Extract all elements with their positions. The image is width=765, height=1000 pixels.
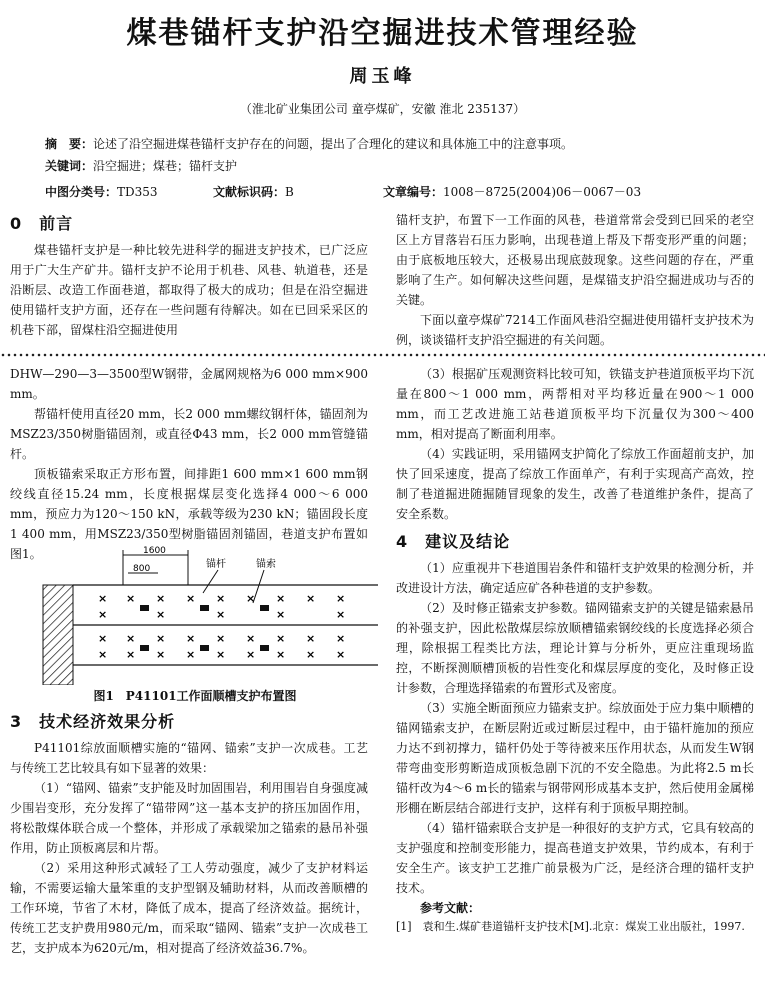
- article-number: 文章编号：1008－8725(2004)06－0067－03: [383, 185, 642, 199]
- svg-text:×: ×: [98, 592, 108, 605]
- abstract: [45, 134, 725, 154]
- svg-text:×: ×: [336, 632, 346, 645]
- analysis-point-4: （4）实践证明，采用锚网支护简化了综放工作面超前支护，加快了回采速度，提高了综放工作面单产，有利于实现高产高效，控制了巷道掘进随掘随冒现象的发生，改善了巷道维护条件，提高了安全系数。: [396, 447, 754, 521]
- abstract-text: 论述了沿空掘进煤巷锚杆支护存在的问题，提出了合理化的建议和具体施工中的注意事项。: [93, 137, 574, 151]
- svg-text:×: ×: [306, 648, 316, 661]
- conclusion-point-2: （2）及时修正锚索支护参数。锚网锚索支护的关键是锚索悬吊的补强支护，因此松散煤层综放顺槽锚索钢绞线的长度选择必须合理，除根据工程类比方法，理论计算与分析外，更应注重现场监控，不断探测顺槽顶板的岩性变化和煤层厚度的变化，及时修正设计参数，合理选择锚索的布置形式及密度。: [396, 601, 754, 695]
- svg-text:×: ×: [126, 648, 136, 661]
- svg-text:×: ×: [216, 608, 226, 621]
- svg-text:×: ×: [216, 632, 226, 645]
- intro-paragraph: 煤巷锚杆支护是一种比较先进科学的掘进支护技术，已广泛应用于广大生产矿井。锚杆支护不论用于机巷、风巷、轨道巷，还是沿断层、改造工作面巷道，都取得了极大的成功；但是在沿空掘进使用锚杆支护方面，还存在一些问题有待解决。如在已回采采区的机巷下部，留煤柱沿空掘进使用: [10, 243, 368, 337]
- svg-text:×: ×: [336, 648, 346, 661]
- figure-label-cable: 锚索: [256, 559, 276, 570]
- keywords-label: 关键词：: [45, 159, 94, 173]
- intro-paragraph-2: 下面以童亭煤矿7214工作面风巷沿空掘进使用锚杆支护技术为例，谈谈锚杆支护沿空掘进的有关问题。: [396, 313, 754, 347]
- svg-text:×: ×: [306, 632, 316, 645]
- support-layout-figure: [28, 545, 378, 685]
- intro-right-column: [396, 210, 754, 350]
- svg-text:×: ×: [98, 632, 108, 645]
- coal-wall-hatch: [43, 585, 73, 685]
- svg-text:×: ×: [336, 592, 346, 605]
- figure-label-800: 800: [133, 564, 151, 574]
- figure-caption: 图1 P41101工作面顺槽支护布置图: [93, 689, 297, 703]
- clc-code: 中图分类号：TD353: [45, 185, 158, 199]
- svg-text:×: ×: [276, 648, 286, 661]
- abstract-label: 摘 要：: [45, 137, 94, 151]
- svg-text:×: ×: [186, 592, 196, 605]
- lower-right-column: [396, 364, 754, 936]
- body-paragraph-cables: 顶板锚索采取正方形布置，间排距1 600 mm×1 600 mm钢绞线直径15.24 mm，长度根据煤层变化选择4 000～6 000 mm，预应力为120～150 kN，承载等级为230 kN；锚固段长度1 400 mm，用MSZ23/350型树脂锚固剂锚固，巷道支护布置如图1。: [10, 467, 368, 561]
- paper-title: 煤巷锚杆支护沿空掘进技术管理经验: [126, 16, 639, 51]
- reference-1: [1] 袁和生.煤矿巷道锚杆支护技术[M].北京：煤炭工业出版社，1997.: [396, 920, 745, 933]
- intro-paragraph-continued: 锚杆支护，布置下一工作面的风巷，巷道常常会受到已回采的老空区上方冒落岩石压力影响，出现巷道上帮及下帮变形严重的问题；由于底板地压较大，还极易出现底鼓现象。这些问题的存在，严重影响了生产。如何解决这些问题，是煤锚支护沿空掘进成功与否的关键。: [396, 213, 754, 307]
- analysis-point-3: （3）根据矿压观测资料比较可知，铁锚支护巷道顶板平均下沉量在800～1 000 mm，两帮相对平均移近量在900～1 000 mm，而工艺改进施工站巷道顶板平均下沉量仅为300～400 mm，相对提高了断面利用率。: [396, 367, 754, 441]
- lower-left-column-top: [10, 364, 368, 564]
- bolt-marks: [98, 592, 345, 661]
- svg-text:×: ×: [126, 632, 136, 645]
- conclusion-point-4: （4）锚杆锚索联合支护是一种很好的支护方式，它具有较高的支护强度和控制变形能力，提高巷道支护效果，节约成本，有利于安全生产。该支护工艺推广前景极为广泛，是经济合理的锚杆支护技术。: [396, 821, 754, 895]
- svg-text:×: ×: [246, 632, 256, 645]
- keywords-text: 沿空掘进；煤巷；锚杆支护: [93, 159, 238, 173]
- svg-text:×: ×: [276, 592, 286, 605]
- svg-text:×: ×: [156, 592, 166, 605]
- svg-text:×: ×: [186, 632, 196, 645]
- section-heading-analysis: 3 技术经济效果分析: [10, 712, 176, 731]
- svg-text:×: ×: [126, 592, 136, 605]
- svg-text:×: ×: [216, 648, 226, 661]
- continuation-divider: [0, 352, 765, 358]
- svg-text:×: ×: [276, 608, 286, 621]
- svg-text:×: ×: [246, 592, 256, 605]
- body-paragraph-bolts: 帮锚杆使用直径20 mm，长2 000 mm螺纹钢杆体，锚固剂为MSZ23/350树脂锚固剂，或直径Φ43 mm，长2 000 mm管缝锚杆。: [10, 407, 368, 461]
- analysis-intro: P41101综放面顺槽实施的“锚网、锚索”支护一次成巷。工艺与传统工艺比较具有如下显著的效果：: [10, 741, 368, 775]
- svg-text:×: ×: [246, 648, 256, 661]
- figure-label-bolt: 锚杆: [206, 559, 226, 570]
- lower-left-column-bottom: [10, 708, 368, 958]
- section-heading-intro: 0 前言: [10, 214, 74, 233]
- author-name: 周玉峰: [349, 66, 416, 87]
- figure-label-1600: 1600: [143, 546, 166, 556]
- conclusion-point-1: （1）应重视井下巷道围岩条件和锚杆支护效果的检测分析，并改进设计方法，确定适应矿各种巷道的支护参数。: [396, 561, 754, 595]
- svg-text:×: ×: [98, 608, 108, 621]
- svg-text:×: ×: [156, 632, 166, 645]
- analysis-point-2: （2）采用这种形式减轻了工人劳动强度，减少了支护材料运输，不需要运输大量笨重的支护型钢及辅助材料，从而改善顺槽的工作环境，节省了木材，降低了成本，提高了经济效益。据统计，传统工艺支护费用980元/m，而采取“锚网、锚索”支护一次成巷工艺，支护成本为620元/m，相对提高了经济效益36.7%。: [10, 861, 368, 955]
- conclusion-point-3: （3）实施全断面预应力锚索支护。综放面处于应力集中顺槽的锚网锚索支护，在断层附近或过断层过程中，由于锚杆施加的预应力达不到初撑力，锚杆仍处于等待被来压作用状态，从而发生W钢带弯曲变形剪断造成顶板急剧下沉的不安全隐患。为此将2.5 m长锚杆改为4～6 m长的锚索与钢带网形成基本支护，然后使用金属梯形棚在断层结合部进行支护，这样有利于顶板早期控制。: [396, 701, 754, 815]
- references-title: 参考文献：: [420, 901, 481, 915]
- doc-code: 文献标识码：B: [213, 185, 294, 199]
- svg-text:×: ×: [336, 608, 346, 621]
- svg-text:×: ×: [276, 632, 286, 645]
- svg-text:×: ×: [216, 592, 226, 605]
- section-heading-conclusion: 4 建议及结论: [396, 532, 511, 551]
- body-paragraph-steelstrip: DHW—290—3—3500型W钢带，金属网规格为6 000 mm×900 mm。: [10, 367, 368, 401]
- affiliation: （淮北矿业集团公司 童亭煤矿，安徽 淮北 235137）: [239, 102, 526, 116]
- svg-text:×: ×: [306, 592, 316, 605]
- keywords: [45, 156, 725, 176]
- svg-text:×: ×: [156, 648, 166, 661]
- analysis-point-1: （1）“锚网、锚索”支护能及时加固围岩，利用围岩自身强度减少围岩变形，充分发挥了“锚带网”这一基本支护的挤压加固作用，将松散煤体联合成一个整体，并形成了承载梁加之锚索的悬吊补强作用，防止顶板离层和片帮。: [10, 781, 368, 855]
- intro-left-column: [10, 210, 368, 340]
- svg-text:×: ×: [186, 648, 196, 661]
- svg-text:×: ×: [156, 608, 166, 621]
- svg-text:×: ×: [98, 648, 108, 661]
